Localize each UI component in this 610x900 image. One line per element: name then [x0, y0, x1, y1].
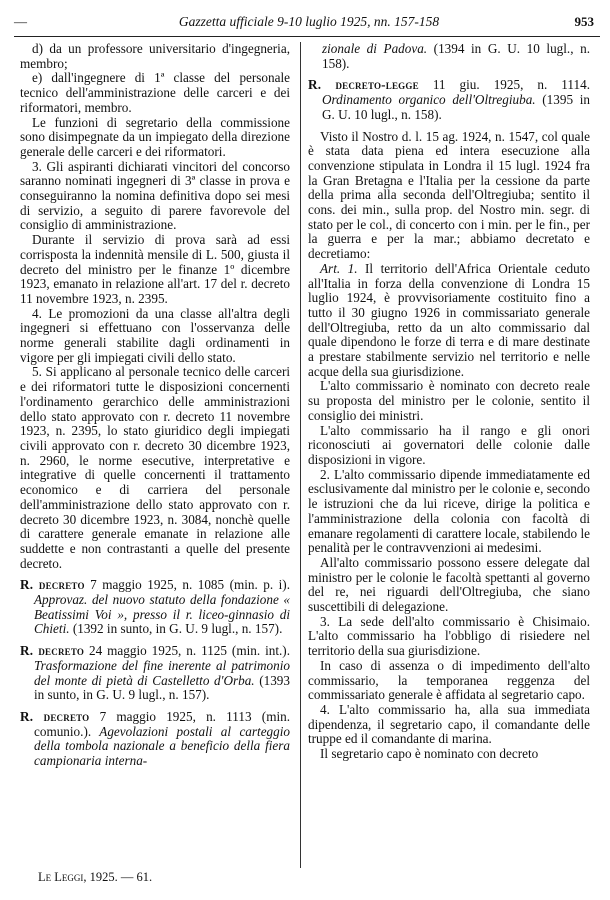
preamble: Visto il Nostro d. l. 15 ag. 1924, n. 1547, col quale è stata data piena ed intera esecuzione alla convenzione stipulata in Londra il 15 lugl. 1924 fra la Gran Bretagna e l'Italia per la cessione da parte della prima alla seconda dell'Oltregiuba; sentito il cons. dei min., sulla prop. del Nostro min. segr. di stato per le col., di concerto con i min. per le fin., per la guerra e per la mar.; abbiamo decretato e decretiamo: [308, 128, 590, 262]
paragraph: 3. Gli aspiranti dichiarati vincitori del concorso saranno nominati ingegneri di 3ª classe in prova e conseguiranno la nomina definitiva dopo sei mesi di servizio, a seguito di parere favorevole del consiglio di amministrazione. [20, 158, 290, 233]
footer-text: 1925. — 61. [86, 870, 153, 884]
decree-entry: R. decreto-legge 11 giu. 1925, n. 1114. Ordinamento organico dell'Oltregiuba. (1395 in G. U. 10 lugl., n. 158). [308, 77, 590, 122]
left-column [20, 42, 290, 769]
paragraph: Il segretario capo è nominato con decreto [320, 746, 539, 762]
article-label: Art. 1. [320, 260, 358, 276]
header-left-mark: — [14, 14, 27, 29]
decree-entry: R. decreto 24 maggio 1925, n. 1125 (min. int.). Trasformazione del fine inerente al patrimonio del monte di pietà di Castelletto d'Orba. (1393 in sunto, in G. U. 9 lugl., n. 157). [20, 643, 290, 703]
paragraph: Le funzioni di segretario della commissione sono disimpegnate da un impiegato della direzione generale delle carceri e dei riformatori. [20, 114, 290, 159]
paragraph: 2. L'alto commissario dipende immediatamente ed esclusivamente dal ministro per le colonie e, secondo le istruzioni che da lui riceve, dirige la politica e l'amministrazione della colonia con facoltà di emanare regolamenti di carattere locale, stabilendo le penalità per le contravvenzioni ai medesimi. [308, 466, 590, 556]
page-header [14, 14, 600, 37]
page-number: 953 [574, 14, 594, 29]
decree-entry: R. decreto 7 maggio 1925, n. 1085 (min. p. i). Approvaz. del nuovo statuto della fondazione « Beatissimi Voi », presso il r. liceo-ginnasio di Chieti. (1392 in sunto, in G. U. 9 lugl., n. 157). [20, 577, 290, 637]
paragraph: 4. L'alto commissario ha, alla sua immediata dipendenza, il segretario capo, il comandante delle truppe ed il comandante di marina. [308, 701, 590, 747]
paragraph: L'alto commissario ha il rango e gli onori riconosciuti ai governatori delle colonie dalle disposizioni in vigore. [308, 422, 590, 467]
paragraph: L'alto commissario è nominato con decreto reale su proposta del ministro per le colonie, sentito il consiglio dei ministri. [308, 378, 590, 423]
article-1: Art. 1. Il territorio dell'Africa Orientale ceduto all'Italia in forza della convenzione di Londra 15 luglio 1924, è provvisoriamente costituito fino a tutto il 30 giugno 1926 in commissariato generale dell'Oltregiuba, retto da un alto commissario dal quale dipendono le forze di terra e di mare destinate a prestare stabilmente servizio nel territorio e nelle acque della sua giurisdizione. [308, 260, 591, 379]
paragraph: In caso di assenza o di impedimento dell'alto commissario, la temporanea reggenza del commissariato generale è affidata al segretario capo. [308, 657, 590, 703]
paragraph: 5. Si applicano al personale tecnico delle carceri e dei riformatori tutte le disposizioni concernenti l'ordinamento gerarchico delle amministrazioni dello stato approvato con r. decreto 11 novembre 1923, n. 2395, lo stato giuridico degli impiegati civili approvato con r. decreto 30 dicembre 1923, n. 2960, le norme esecutive, interpretative e integrative di quelle concernenti il trattamento economico e di carriera del personale dell'amministrazione dello stato approvato con r. decreto 30 dicembre 1923, n. 3084, nonchè quelle di carattere generale emanate in relazione alle suddette e non contrastanti a quelle del presente decreto. [20, 364, 290, 571]
decree-heading: R. decreto-legge [308, 77, 419, 93]
paragraph: All'alto commissario possono essere delegate dal ministro per le colonie le facoltà spettanti al governo del re, nei riguardi dell'Oltregiuba, che siano suscettibili di delegazione. [308, 554, 590, 615]
decree-continuation: zionale di Padova. (1394 in G. U. 10 lugl., n. 158). [322, 41, 590, 71]
column-divider [300, 42, 301, 868]
paragraph: d) da un professore universitario d'ingegneria, membro; [20, 41, 290, 71]
decree-heading: R. decreto [20, 708, 90, 724]
footer-label: Le Leggi, [38, 870, 87, 884]
right-column [308, 42, 590, 762]
page-footer [38, 870, 152, 885]
decree-heading: R. decreto [20, 577, 85, 593]
decree-entry: R. decreto 7 maggio 1925, n. 1113 (min. comunio.). Agevolazioni postali al carteggio della tombola nazionale a beneficio della fiera campionaria interna- [20, 708, 291, 769]
paragraph: 4. Le promozioni da una classe all'altra degli ingegneri si effettuano con l'osservanza delle norme generali stabilite dagli ordinamenti in vigore per gli impiegati civili dello stato. [20, 305, 290, 365]
gazette-title: Gazzetta ufficiale 9-10 luglio 1925, nn. 157-158 [178, 14, 440, 29]
paragraph: Durante il servizio di prova sarà ad essi corrisposta la indennità mensile di L. 500, giusta il decreto del ministro per le finanze 1º dicembre 1923, emanato in relazione all'art. 17 del r. decreto 11 novembre 1923, n. 2395. [20, 232, 290, 306]
paragraph: 3. La sede dell'alto commissario è Chisimaio. L'alto commissario ha l'obbligo di risiedere nel territorio della sua giurisdizione. [308, 613, 590, 659]
decree-heading: R. decreto [20, 643, 85, 659]
paragraph: e) dall'ingegnere di 1ª classe del personale tecnico dell'amministrazione delle carceri e dei riformatori, membro. [20, 70, 290, 115]
